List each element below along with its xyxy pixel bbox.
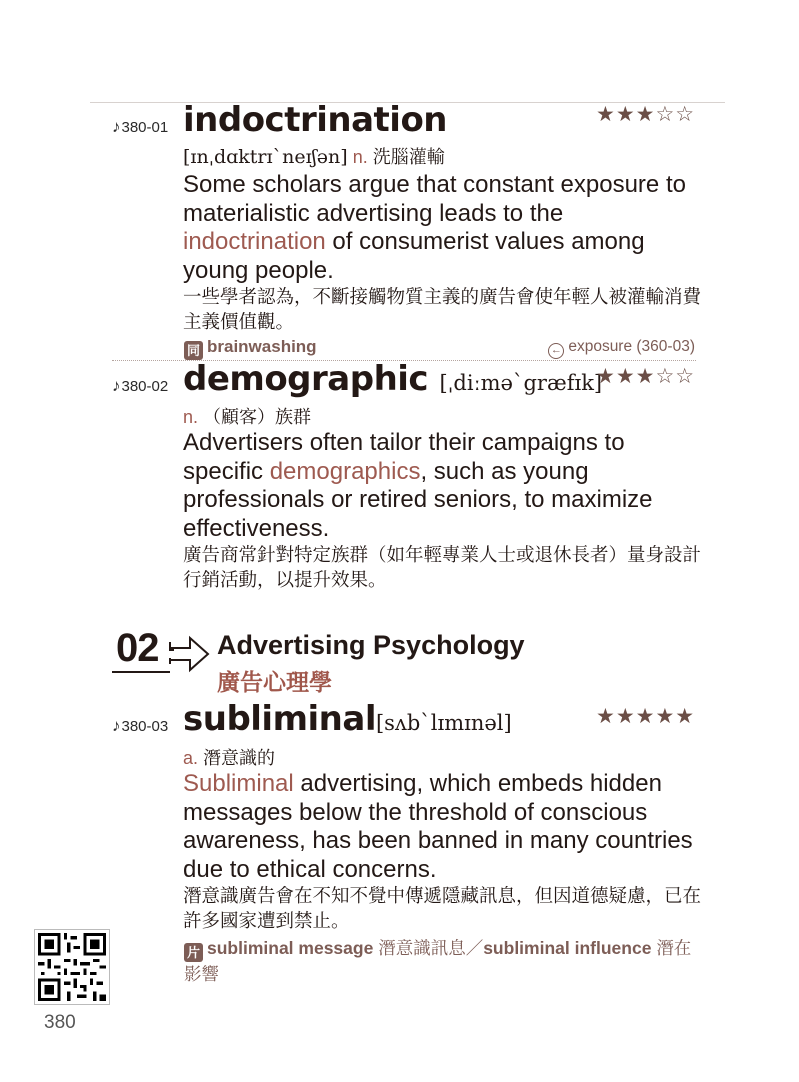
difficulty-stars: ★★★★★ <box>596 705 696 728</box>
example-sentence: Advertisers often tailor their campaigns to specific demographics, such as young professionals or retired seniors, to maximize effectiveness. <box>183 429 653 542</box>
section-title-zh: 廣告心理學 <box>217 670 332 696</box>
phrase-en: subliminal influence <box>483 938 652 958</box>
section-title: Advertising Psychology <box>217 630 525 660</box>
page-number: 380 <box>44 1012 76 1033</box>
pronunciation-line <box>183 143 445 169</box>
highlighted-word: demographics <box>269 457 421 485</box>
phrase-icon: 片 <box>184 943 203 962</box>
meaning: 潛意識的 <box>203 748 276 768</box>
example-sentence: Subliminal advertising, which embeds hidden messages below the threshold of conscious awareness, has been banned in many countries due to ethical concerns. <box>183 770 693 883</box>
meaning: （顧客）族群 <box>203 407 312 427</box>
difficulty-stars: ★★★☆☆ <box>596 103 696 126</box>
part-of-speech: n. <box>183 407 199 427</box>
pos-line <box>183 403 311 429</box>
part-of-speech: a. <box>183 748 199 768</box>
phrase-zh: 潛意識訊息／ <box>378 939 484 959</box>
synonym <box>184 337 317 360</box>
example-sentence: Some scholars argue that constant exposure to materialistic advertising leads to the indoctrination of consumerist values among young people. <box>183 171 686 284</box>
example-translation: 廣告商常針對特定族群（如年輕專業人士或退休長者）量身設計行銷活動，以提升效果。 <box>183 545 702 591</box>
synonym-icon: 同 <box>184 341 203 360</box>
music-note-icon: ♪ <box>112 716 121 735</box>
example-translation: 潛意識廣告會在不知不覺中傳遞隱藏訊息，但因道德疑慮，已在許多國家遭到禁止。 <box>183 886 702 932</box>
part-of-speech: n. <box>352 147 368 167</box>
music-note-icon: ♪ <box>112 376 121 395</box>
headword-with-ipa <box>183 359 602 399</box>
pos-line <box>183 744 275 770</box>
phrases <box>184 936 704 987</box>
ipa: [sʌbˋlɪmɪnəl] <box>375 711 512 735</box>
ipa: [ˌdiːməˋgræfɪk] <box>439 371 603 395</box>
meaning: 洗腦灌輸 <box>372 147 445 167</box>
example-translation: 一些學者認為，不斷接觸物質主義的廣告會使年輕人被灌輸消費主義價值觀。 <box>183 287 702 333</box>
highlighted-word: Subliminal <box>183 770 294 797</box>
phrase-zh: 潛在影響 <box>184 939 692 985</box>
headword: demographic <box>183 359 429 399</box>
phrase-en: subliminal message <box>207 938 374 958</box>
synonym-word: brainwashing <box>207 337 317 356</box>
cross-reference[interactable]: ← exposure (360-03) <box>548 338 695 359</box>
difficulty-stars: ★★★☆☆ <box>596 365 696 388</box>
audio-track-code[interactable]: ♪380-02 <box>112 376 169 395</box>
headword: subliminal <box>183 699 376 739</box>
qr-code-icon[interactable] <box>34 929 110 1005</box>
music-note-icon: ♪ <box>112 117 121 136</box>
highlighted-word: indoctrination <box>183 228 326 255</box>
headword-with-ipa <box>183 699 512 739</box>
section-number: 02 <box>116 626 159 670</box>
ipa: [ɪnˌdɑktrɪˋneɪʃən] <box>183 146 348 168</box>
headword: indoctrination <box>183 100 448 140</box>
arrow-left-icon: ← <box>548 343 564 359</box>
audio-track-code[interactable]: ♪380-03 <box>112 716 169 735</box>
audio-track-code[interactable]: ♪380-01 <box>112 117 169 136</box>
